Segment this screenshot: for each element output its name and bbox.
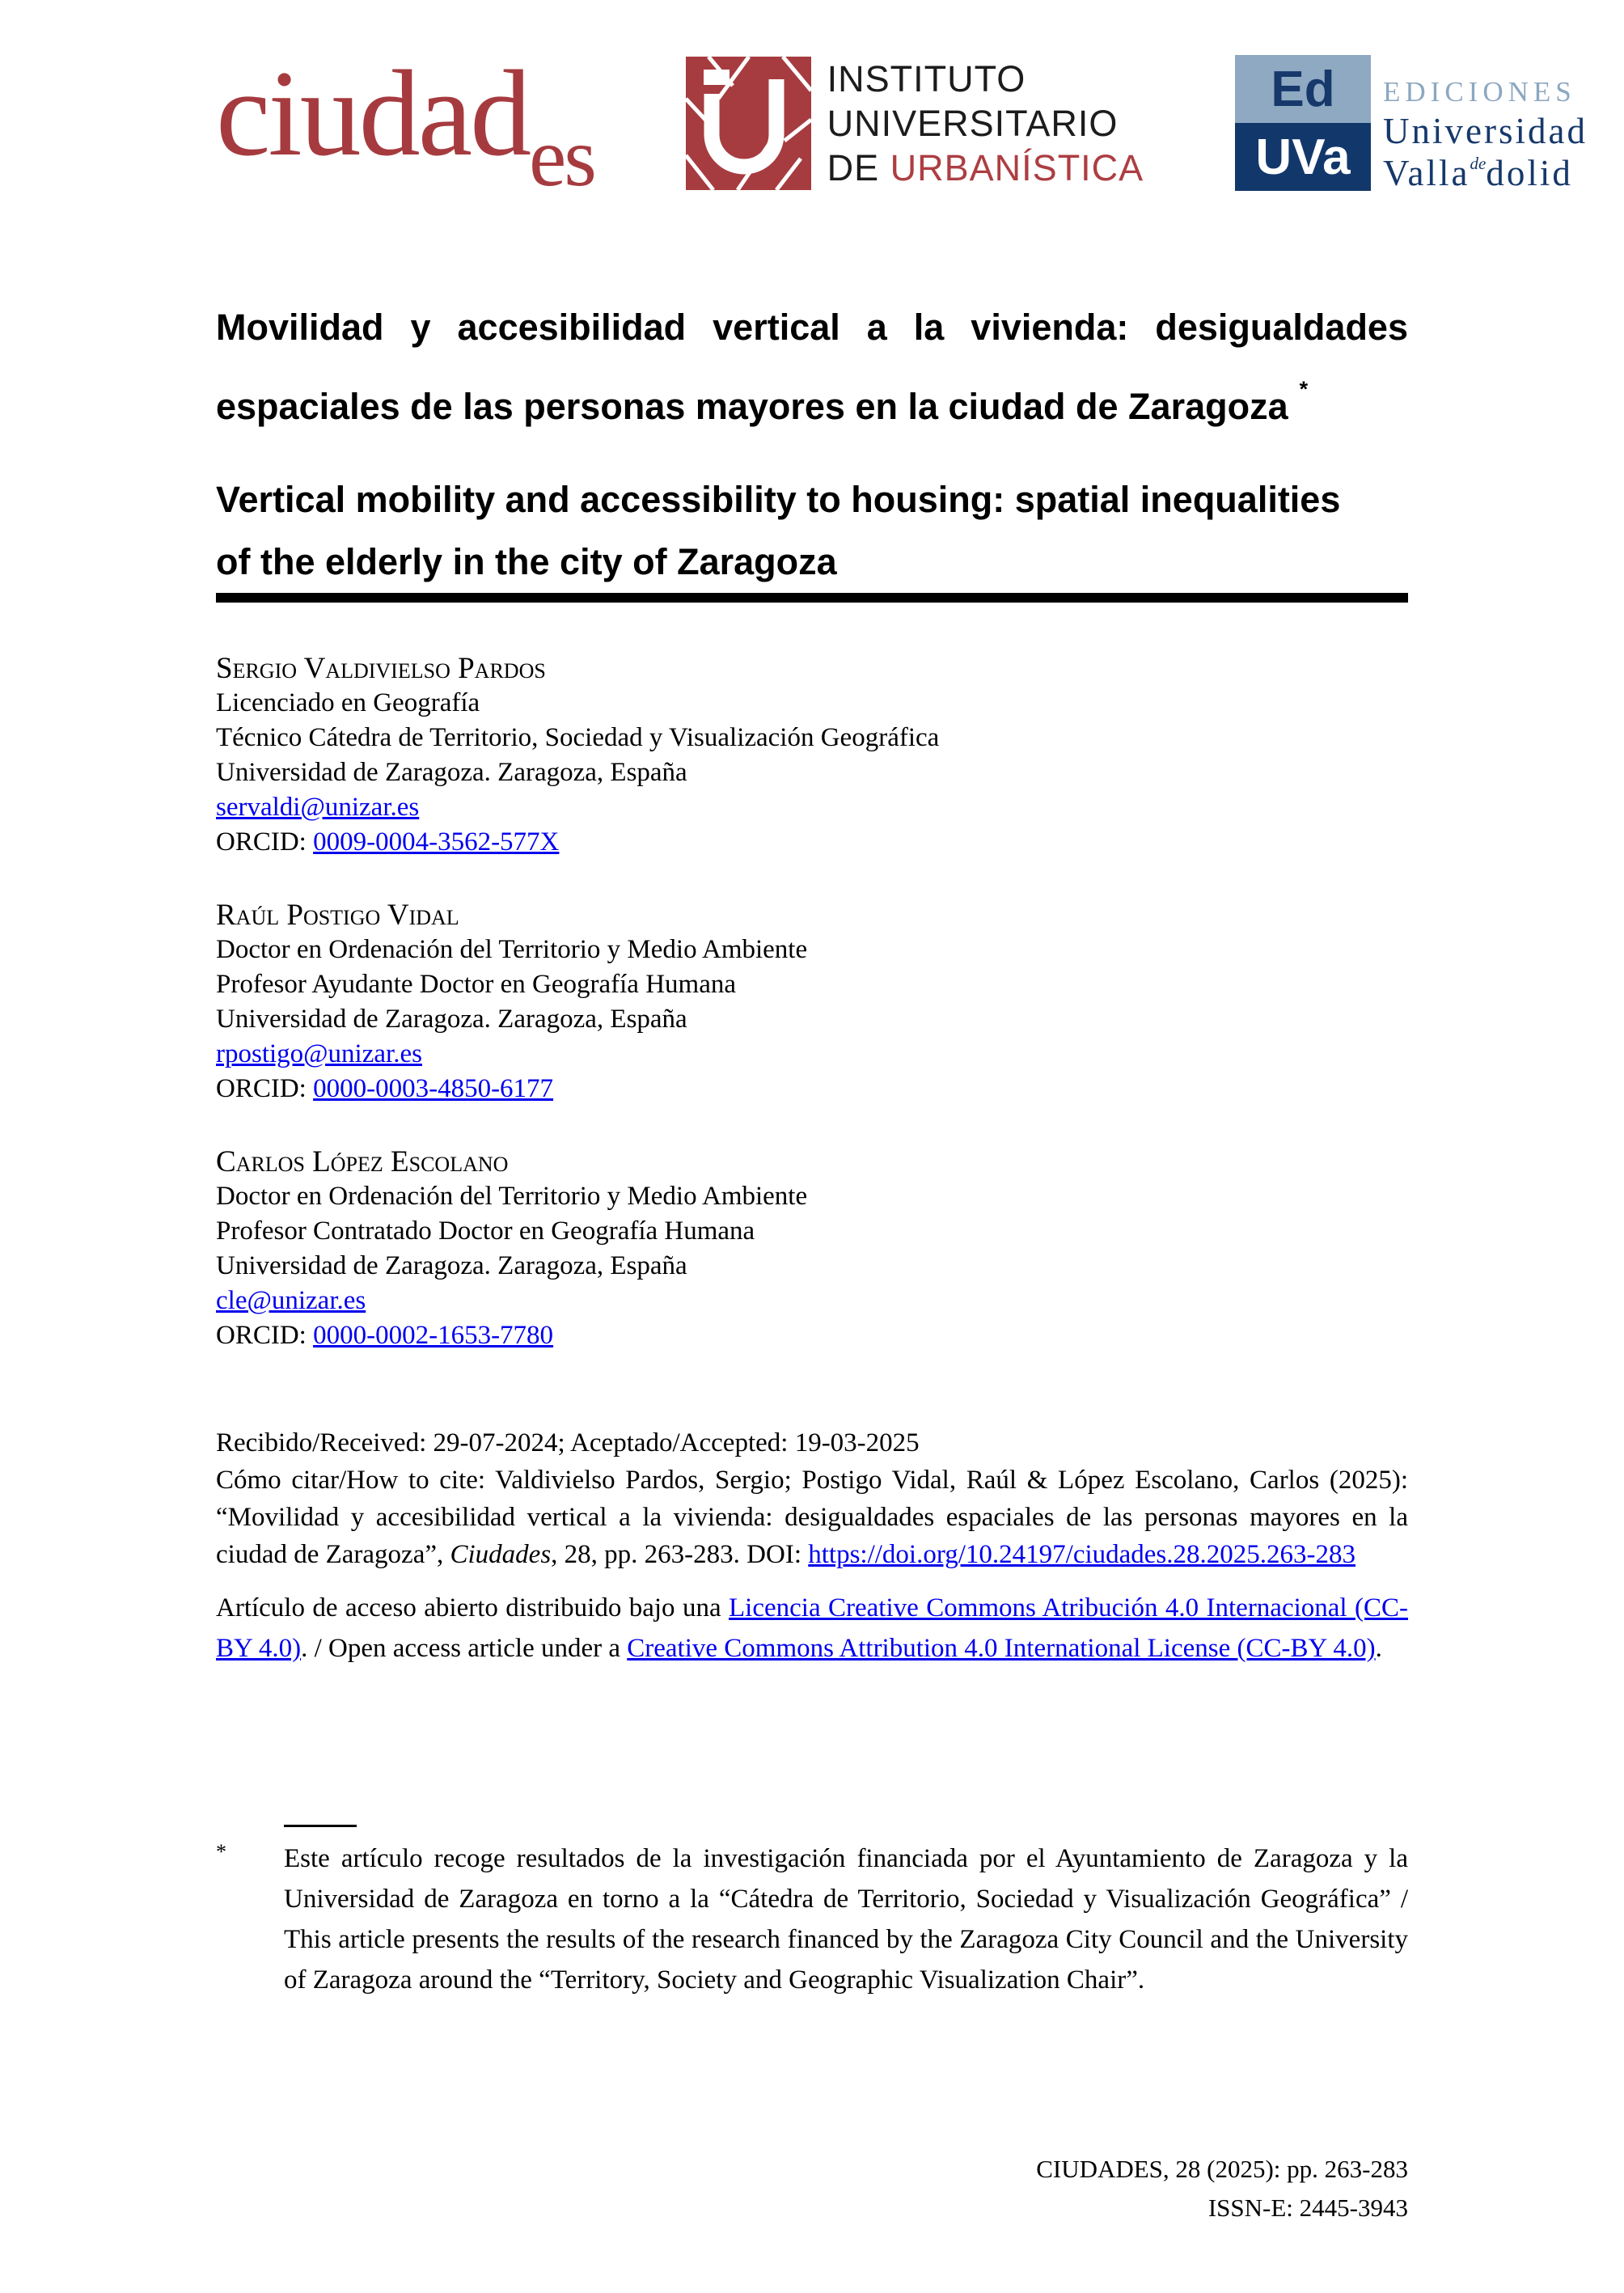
author-affiliation: Universidad de Zaragoza. Zaragoza, España: [216, 758, 687, 787]
running-footer: [1036, 2150, 1408, 2227]
author-email-link[interactable]: servaldi@unizar.es: [216, 793, 420, 822]
journal-issue-pages: CIUDADES, 28 (2025): pp. 263-283: [1036, 2155, 1408, 2183]
title-en-line1: Vertical mobility and accessibility to housing: spatial inequalities: [216, 479, 1341, 520]
instituto-line3: DE URBANÍSTICA: [827, 147, 1144, 188]
orcid-link[interactable]: 0000-0003-4850-6177: [313, 1074, 554, 1103]
author-role: Técnico Cátedra de Territorio, Sociedad y Visualización Geográfica: [216, 723, 940, 752]
orcid-link[interactable]: 0009-0004-3562-577X: [313, 827, 560, 857]
author-affiliation: Universidad de Zaragoza. Zaragoza, España: [216, 1251, 687, 1280]
author-email-link[interactable]: rpostigo@unizar.es: [216, 1039, 422, 1068]
citation-block: [216, 1424, 1408, 1573]
journal-name-italic: Ciudades: [450, 1540, 552, 1569]
issn: ISSN-E: 2445-3943: [1207, 2194, 1408, 2222]
eduva-line3: Valla$^{de}$dolid: [1383, 153, 1573, 193]
instituto-logo-text: [827, 57, 1144, 190]
author-block-1: [216, 651, 1408, 860]
received-accepted-line: Recibido/Received: 29-07-2024; Aceptado/Accepted: 19-03-2025: [216, 1428, 920, 1457]
author-role: Profesor Ayudante Doctor en Geografía Humana: [216, 970, 737, 999]
author-email-link[interactable]: cle@unizar.es: [216, 1286, 366, 1315]
ediciones-uva-logo: [1235, 55, 1588, 201]
article-title-spanish: [216, 296, 1408, 438]
eduva-square-bottom: UVa: [1235, 123, 1371, 191]
cc-by-license-link-es[interactable]: Licencia Creative Commons Atribución 4.0 Internacional (CC-BY 4.0): [216, 1593, 1408, 1663]
footnote-area: [216, 1825, 1408, 2000]
how-to-cite: Cómo citar/How to cite: Valdivielso Pardos, Sergio; Postigo Vidal, Raúl & López Escolano, Carlos (2025): “Movilidad y accesibilidad vertical a la vivienda: desigualdades espaciales de las personas mayores en la ciudad de Zaragoza”, Ciudades, 28, pp. 263-283. DOI: https://doi.org/10.24197/ciudades.28.2025.263-283: [216, 1466, 1408, 1569]
author-block-2: [216, 898, 1408, 1106]
eduva-square-icon: [1235, 55, 1371, 191]
ciudades-logo-text: ciudad: [216, 45, 530, 181]
doi-link[interactable]: https://doi.org/10.24197/ciudades.28.2025.263-283: [808, 1540, 1356, 1569]
title-footnote-asterisk: *: [1299, 377, 1309, 401]
license-statement: Artículo de acceso abierto distribuido bajo una Licencia Creative Commons Atribución 4.0 Internacional (CC-BY 4.0). / Open access article under a Creative Commons Attribution 4.0 International License (CC-BY 4.0).: [216, 1593, 1408, 1663]
footnote-text: Este artículo recoge resultados de la investigación financiada por el Ayuntamiento de Zaragoza y la Universidad de Zaragoza en torno a la “Cátedra de Territorio, Sociedad y Visualización Geográfica” / This article presents the results of the research financed by the Zaragoza City Council and the University of Zaragoza around the “Territory, Society and Geographic Visualization Chair”.: [284, 1844, 1408, 1995]
author-affiliation: Universidad de Zaragoza. Zaragoza, España: [216, 1005, 687, 1034]
article-title-english: [216, 468, 1408, 593]
author-name: Carlos López Escolano: [216, 1145, 509, 1178]
article-front-matter: [216, 296, 1408, 1669]
ciudades-logo-subscript: es: [529, 111, 594, 204]
eduva-de-superscript: de: [1470, 154, 1487, 173]
instituto-urbanistica-logo: [686, 57, 1144, 190]
orcid-link[interactable]: 0000-0002-1653-7780: [313, 1321, 554, 1350]
author-role: Profesor Contratado Doctor en Geografía Humana: [216, 1216, 755, 1246]
eduva-line2: Universidad: [1383, 111, 1588, 151]
author-name: Sergio Valdivielso Pardos: [216, 652, 546, 685]
footnote: [216, 1838, 1408, 2000]
author-name: Raúl Postigo Vidal: [216, 899, 459, 932]
instituto-line1: INSTITUTO: [827, 58, 1026, 99]
footnote-asterisk-marker: *: [216, 1840, 226, 1864]
cc-by-license-link-en[interactable]: Creative Commons Attribution 4.0 International License (CC-BY 4.0): [627, 1634, 1376, 1663]
orcid-label: ORCID:: [216, 1321, 314, 1350]
author-role: Licenciado en Geografía: [216, 688, 480, 717]
instituto-line2: UNIVERSITARIO: [827, 103, 1119, 144]
footnote-separator-rule: [284, 1825, 357, 1827]
eduva-square-top: Ed: [1235, 55, 1371, 123]
author-block-3: [216, 1144, 1408, 1353]
orcid-label: ORCID:: [216, 1074, 314, 1103]
eduva-logo-text: [1383, 55, 1588, 201]
author-role: Doctor en Ordenación del Territorio y Medio Ambiente: [216, 1182, 808, 1211]
orcid-label: ORCID:: [216, 827, 314, 857]
title-en-line2: of the elderly in the city of Zaragoza: [216, 541, 837, 582]
author-role: Doctor en Ordenación del Territorio y Medio Ambiente: [216, 935, 808, 964]
title-es-line2: espaciales de las personas mayores en la ciudad de Zaragoza *: [216, 377, 1309, 427]
journal-header: [216, 47, 1588, 205]
title-divider-rule: [216, 593, 1408, 603]
eduva-line1: EDICIONES: [1383, 76, 1576, 108]
instituto-monogram-icon: [686, 57, 811, 190]
title-es-line1: Movilidad y accesibilidad vertical a la vivienda: desigualdades: [216, 307, 1408, 348]
ciudades-journal-logo: [216, 45, 594, 204]
urbanistica-highlight: URBANÍSTICA: [890, 147, 1144, 188]
